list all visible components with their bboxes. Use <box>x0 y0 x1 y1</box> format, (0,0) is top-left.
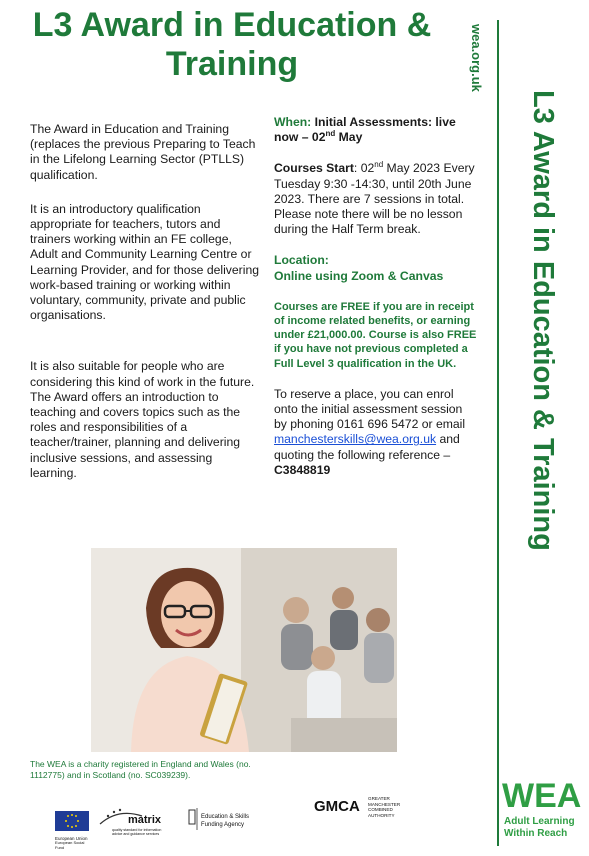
wea-logo <box>500 778 586 844</box>
eu-logo-text-1: European Union <box>55 836 88 841</box>
details-column <box>274 115 478 494</box>
course-reference: C3848819 <box>274 462 331 477</box>
classroom-photo <box>91 548 397 752</box>
when-text: Initial Assessments: live now – 02 <box>274 115 456 145</box>
courses-block <box>274 161 478 237</box>
eu-logo-text-2: European Social Fund <box>55 840 85 850</box>
location-text: Online using Zoom & Canvas <box>274 268 444 283</box>
page-title: L3 Award in Education & Training <box>32 6 432 83</box>
vertical-title: L3 Award in Education & Training <box>527 90 559 551</box>
website-url: wea.org.uk <box>469 24 484 92</box>
gmca-logo-text: GMCA <box>314 798 360 815</box>
intro-paragraph-1: The Award in Education and Training (replaces the previous Preparing to Teach in the Lifelong Learning Sector (PTLLS) qualification. <box>30 122 256 182</box>
esfa-logo-text-2: Funding Agency <box>201 822 245 828</box>
wea-tagline-1: Adult Learning <box>504 816 575 827</box>
eu-flag-icon <box>55 811 89 831</box>
gmca-logo <box>314 794 424 824</box>
wea-logo-text: WEA <box>502 777 582 815</box>
charity-registration-note: The WEA is a charity registered in England and Wales (no. 1112775) and in Scotland (no. SC039239). <box>30 759 251 780</box>
reserve-text: To reserve a place, you can enrol onto the initial assessment session by phoning 0161 696 5472 or email <box>274 386 466 432</box>
intro-paragraph-3: It is also suitable for people who are considering this kind of work in the future. The Award offers an introduction to teaching and covers topics such as the roles and responsibilities of a teacher/trainer, planning and delivering inclusive sessions, and assessing learning. <box>30 359 255 480</box>
wea-tagline-2: Within Reach <box>504 828 568 839</box>
when-sup: nd <box>325 129 336 139</box>
gmca-logo-subtext: GREATER MANCHESTER COMBINED AUTHORITY <box>368 796 401 818</box>
side-divider <box>497 20 499 846</box>
when-label: When: <box>274 115 312 129</box>
free-eligibility-note: Courses are FREE if you are in receipt of income related benefits, or earning under £21,000.00. Course is also FREE if you have not previous completed a Full Level 3 qualification in the UK. <box>274 300 477 370</box>
courses-text: May 2023 Every Tuesday 9:30 -14:30, until 20th June 2023. There are 7 sessions in total. Please note there will be no lesson during the Half Term break. <box>274 161 475 237</box>
when-block <box>274 115 478 145</box>
email-link[interactable]: manchesterskills@wea.org.uk <box>274 432 437 447</box>
eu-logo <box>55 811 89 850</box>
esfa-logo <box>186 806 266 842</box>
courses-label: Courses Start <box>274 161 354 176</box>
location-block <box>274 253 478 283</box>
location-label: Location: <box>274 253 329 268</box>
intro-paragraph-2: It is an introductory qualification appropriate for teachers, tutors and trainers working within an FE college, Adult and Community Learning Centre or Learning Provider, and for those delivering work-based training or working within voluntary, community, private and public organisations. <box>30 201 259 323</box>
esfa-logo-text-1: Education & Skills <box>201 814 250 820</box>
courses-sup: nd <box>374 160 384 170</box>
intro-column <box>30 122 260 500</box>
matrix-logo-subtext: quality standard for information advice and guidance services <box>112 828 162 836</box>
courses-date: : 02 <box>353 161 375 176</box>
matrix-logo-text: matrix <box>128 814 162 826</box>
when-end: May <box>335 130 363 145</box>
crest-icon <box>186 808 198 830</box>
classroom-photo-illustration <box>91 548 397 752</box>
reserve-text-2: and quoting the following reference – <box>274 432 460 462</box>
matrix-logo <box>98 806 178 840</box>
reserve-block <box>274 387 478 478</box>
